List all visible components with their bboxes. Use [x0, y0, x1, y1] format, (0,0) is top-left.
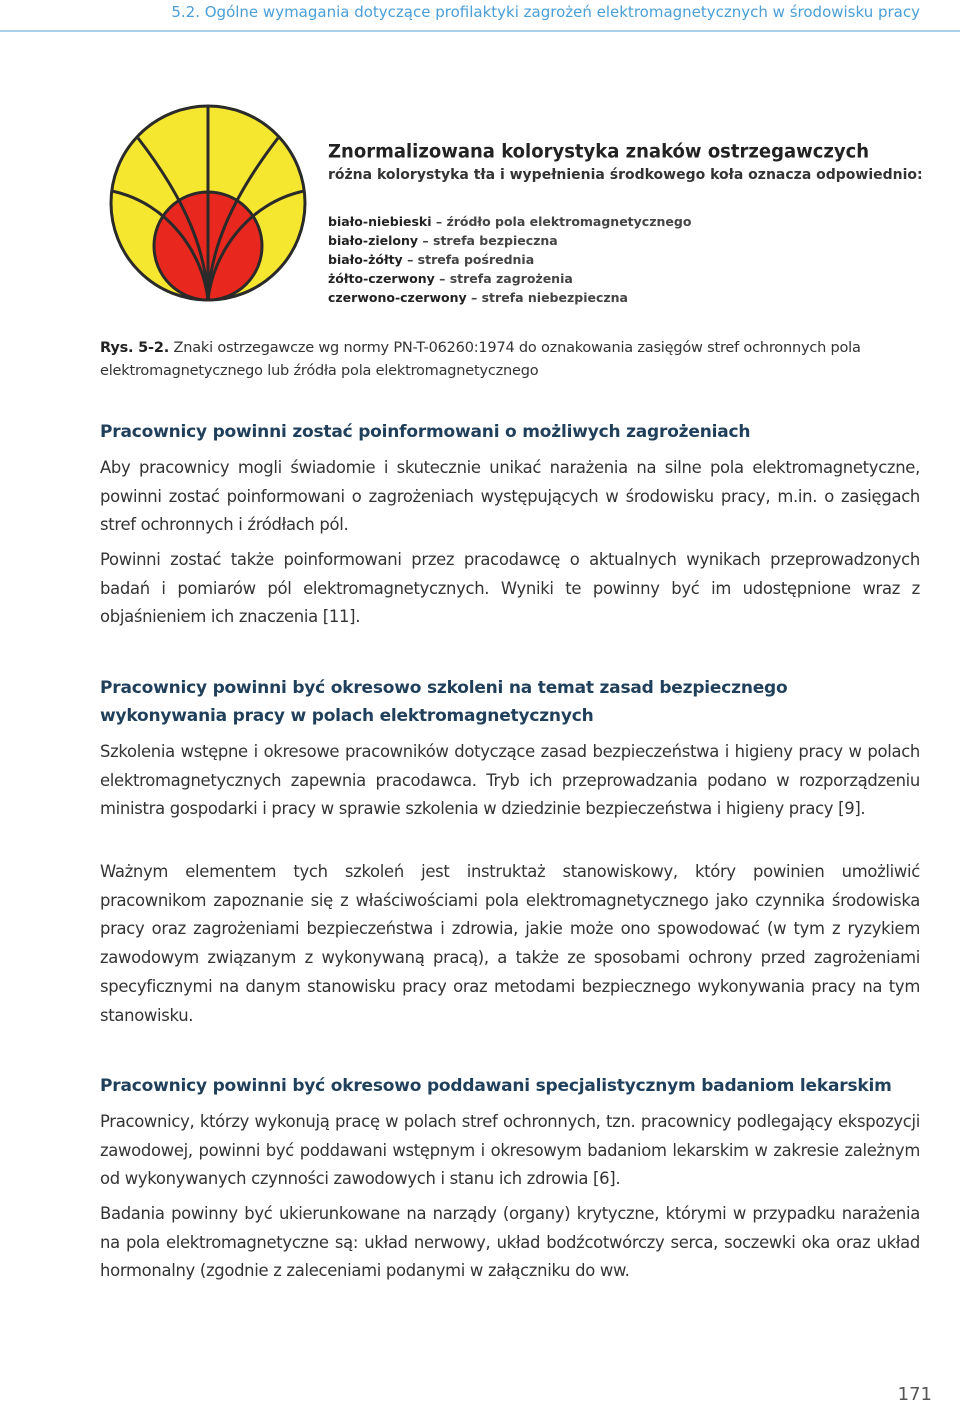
legend-colors: biało-niebieski: [328, 214, 432, 229]
caption-label: Rys. 5-2.: [100, 340, 170, 356]
warning-sign-icon: [108, 103, 308, 303]
legend-description: – strefa niebezpieczna: [471, 290, 628, 305]
paragraph: Ważnym elementem tych szkoleń jest instruktaż stanowiskowy, który powinien umożliwić pracownikom zapoznanie się z właściwościami pola elektromagnetycznego jako czynnika środowiska pracy oraz zagrożeniami bezpieczeństwa i zdrowia, jakie może ono spowodować (w tym z ryzykiem zawodowym związanym z wykonywaną pracą), a także ze sposobami ochrony przed zagrożeniami specyficznymi na danym stanowisku pracy oraz metodami bezpiecznego wykonywania pracy na tym stanowisku.: [100, 862, 920, 1025]
legend-colors: biało-zielony: [328, 233, 419, 248]
figure-caption: [100, 337, 920, 383]
legend-item: [328, 250, 691, 269]
figure-subtitle: różna kolorystyka tła i wypełnienia środkowego koła oznacza odpowiednio:: [328, 167, 923, 183]
header-divider: [0, 30, 960, 32]
section-heading: Pracownicy powinni być okresowo poddawani specjalistycznym badaniom lekarskim: [100, 1076, 892, 1096]
legend-colors: czerwono-czerwony: [328, 290, 467, 305]
section-heading: Pracownicy powinni być okresowo szkoleni na temat zasad bezpiecznego wykonywania pracy w polach elektromagnetycznych: [100, 678, 788, 726]
running-header-title: 5.2. Ogólne wymagania dotyczące profilaktyki zagrożeń elektromagnetycznych w środowisku pracy: [171, 3, 920, 21]
figure-legend: [328, 212, 691, 307]
figure-warning-signs: [100, 95, 930, 320]
paragraph: Aby pracownicy mogli świadomie i skutecznie unikać narażenia na silne pola elektromagnetyczne, powinni zostać poinformowani o zagrożeniach występujących w środowisku pracy, m.in. o zasięgach stref ochronnych i źródłach pól.: [100, 458, 920, 535]
legend-item: [328, 288, 691, 307]
legend-item: [328, 269, 691, 288]
section-heading: Pracownicy powinni zostać poinformowani o możliwych zagrożeniach: [100, 422, 751, 442]
legend-description: – strefa zagrożenia: [439, 271, 573, 286]
legend-description: – źródło pola elektromagnetycznego: [435, 214, 692, 229]
running-header: [0, 0, 960, 40]
legend-description: – strefa pośrednia: [407, 252, 535, 267]
legend-description: – strefa bezpieczna: [422, 233, 558, 248]
page-number: 171: [897, 1384, 932, 1405]
paragraph: Pracownicy, którzy wykonują pracę w polach stref ochronnych, tzn. pracownicy podlegający ekspozycji zawodowej, powinni być poddawani wstępnym i okresowym badaniom lekarskim w zakresie zależnym od wykonywanych czynności zawodowych i stanu ich zdrowia [6].: [100, 1112, 920, 1189]
paragraph: Szkolenia wstępne i okresowe pracowników dotyczące zasad bezpieczeństwa i higieny pracy w polach elektromagnetycznych zapewnia pracodawca. Tryb ich przeprowadzania podano w rozporządzeniu ministra gospodarki i pracy w sprawie szkolenia w dziedzinie bezpieczeństwa i higieny pracy [9].: [100, 742, 920, 819]
legend-colors: biało-żółty: [328, 252, 403, 267]
figure-title: Znormalizowana kolorystyka znaków ostrzegawczych: [328, 140, 870, 163]
legend-colors: żółto-czerwony: [328, 271, 435, 286]
legend-item: [328, 212, 691, 231]
paragraph: Powinni zostać także poinformowani przez pracodawcę o aktualnych wynikach przeprowadzonych badań i pomiarów pól elektromagnetycznych. Wyniki te powinny być im udostępnione wraz z objaśnieniem ich znaczenia [11].: [100, 550, 920, 627]
paragraph: Badania powinny być ukierunkowane na narządy (organy) krytyczne, którymi w przypadku narażenia na pola elektromagnetyczne są: układ nerwowy, układ bodźcotwórczy serca, soczewki oka oraz układ hormonalny (zgodnie z zaleceniami podanymi w załączniku do ww.: [100, 1204, 920, 1281]
legend-item: [328, 231, 691, 250]
caption-text: Znaki ostrzegawcze wg normy PN-T-06260:1974 do oznakowania zasięgów stref ochronnych pola elektromagnetycznego lub źródła pola elektromagnetycznego: [100, 340, 861, 379]
